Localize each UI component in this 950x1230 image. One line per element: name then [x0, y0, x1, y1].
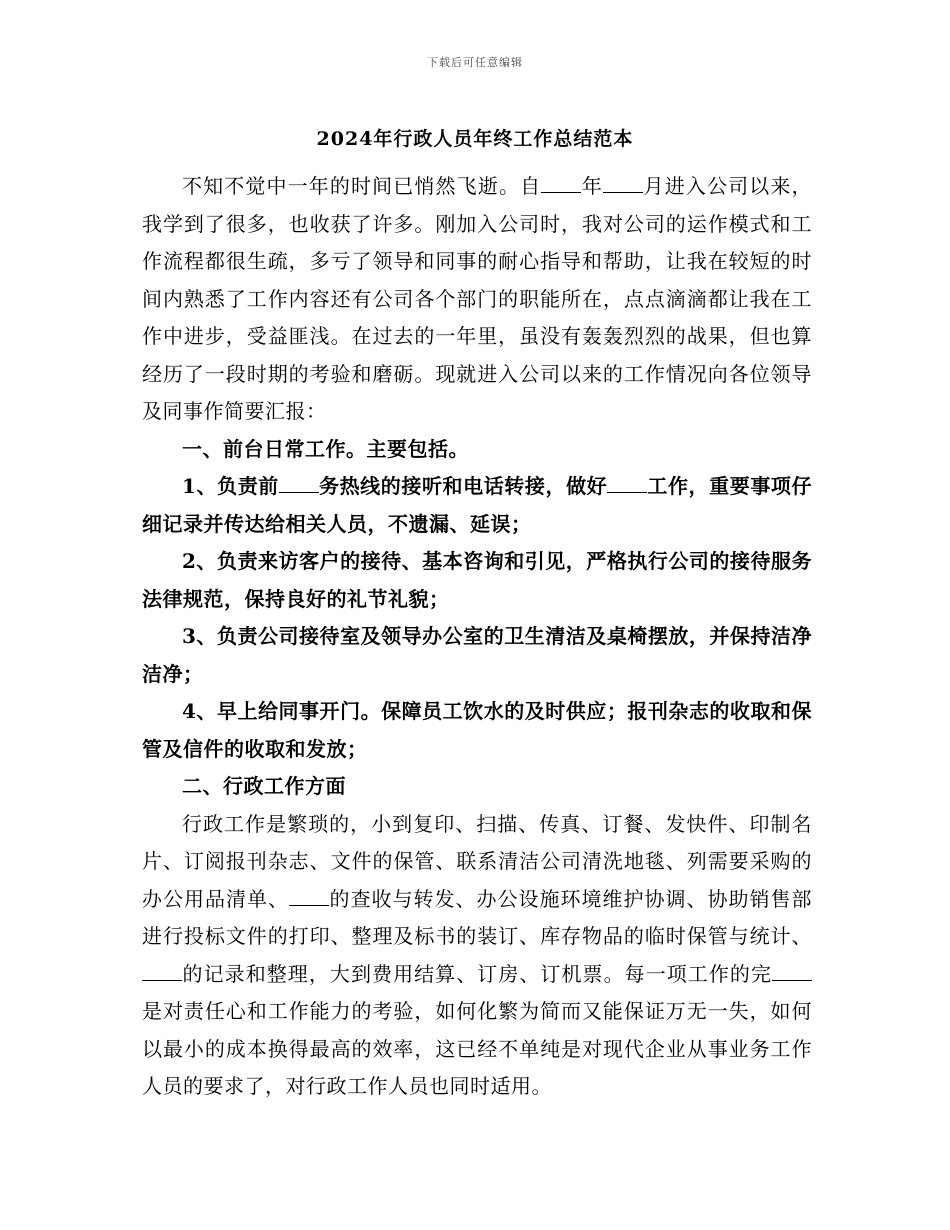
- paragraph-text: 的查收与转发、办公设施环境维护协调、协助销售部进行投标文件的打印、整理及标书的装订、库存物品的临时保管与统计、: [142, 886, 812, 948]
- paragraph-text: 1、负责前: [182, 474, 279, 498]
- paragraph-text: 的记录和整理，大到费用结算、订房、订机票。每一项工作的完: [182, 961, 772, 986]
- paragraph-text: 行政工作是繁琐的，小到复印、扫描、传真、订餐、发快件、印制名片、订阅报刊杂志、文件的保管、联系清洁公司清洗地毯、列需要采购的办公用品清单、: [142, 811, 812, 911]
- section-heading-front-desk: [142, 431, 812, 469]
- fill-in-blank: [607, 472, 647, 493]
- paragraph-text: 一、前台日常工作。主要包括。: [182, 436, 469, 461]
- item-2: [142, 543, 812, 618]
- item-3: [142, 618, 812, 693]
- paragraph-text: 年: [581, 174, 603, 198]
- item-4: [142, 693, 812, 768]
- paragraph-text: 3、负责公司接待室及领导办公室的卫生清洁及桌椅摆放，并保持洁净洁净；: [142, 624, 812, 686]
- admin-paragraph: [142, 806, 812, 1106]
- paragraph-text: 不知不觉中一年的时间已悄然飞逝。自: [182, 174, 542, 198]
- fill-in-blank: [541, 172, 581, 193]
- paragraph-text: 2、负责来访客户的接待、基本咨询和引见，严格执行公司的接待服务法律规范，保持良好的礼节礼貌；: [142, 549, 812, 611]
- paragraph-text: 4、早上给同事开门。保障员工饮水的及时供应；报刊杂志的收取和保管及信件的收取和发放；: [142, 699, 812, 761]
- document-body: [142, 168, 812, 1106]
- fill-in-blank: [289, 885, 329, 906]
- fill-in-blank: [772, 960, 812, 981]
- paragraph-text: 工作，重要事项仔细记录并传达给相关人员，不遗漏、延误；: [142, 474, 813, 536]
- paragraph-text: 月进入公司以来，我学到了很多，也收获了许多。刚加入公司时，我对公司的运作模式和工作流程都很生疏，多亏了领导和同事的耐心指导和帮助，让我在较短的时间内熟悉了工作内容还有公司各个部门的职能所在，点点滴滴都让我在工作中进步，受益匪浅。在过去的一年里，虽没有轰轰烈烈的战果，但也算经历了一段时期的考验和磨砺。现就进入公司以来的工作情况向各位领导及同事作简要汇报：: [142, 174, 813, 423]
- fill-in-blank: [142, 960, 182, 981]
- fill-in-blank: [279, 472, 319, 493]
- paragraph-text: 是对责任心和工作能力的考验，如何化繁为简而又能保证万无一失，如何以最小的成本换得最高的效率，这已经不单纯是对现代企业从事业务工作人员的要求了，对行政工作人员也同时适用。: [142, 999, 812, 1098]
- section-heading-admin: [142, 768, 812, 806]
- paragraph-text: 务热线的接听和电话转接，做好: [318, 474, 608, 498]
- paragraph-text: 二、行政工作方面: [182, 774, 346, 798]
- fill-in-blank: [603, 172, 643, 193]
- document-title: 2024年行政人员年终工作总结范本: [316, 128, 634, 150]
- item-1: [142, 468, 812, 543]
- intro-paragraph: [142, 168, 812, 431]
- header-note: 下载后可任意编辑: [427, 56, 523, 69]
